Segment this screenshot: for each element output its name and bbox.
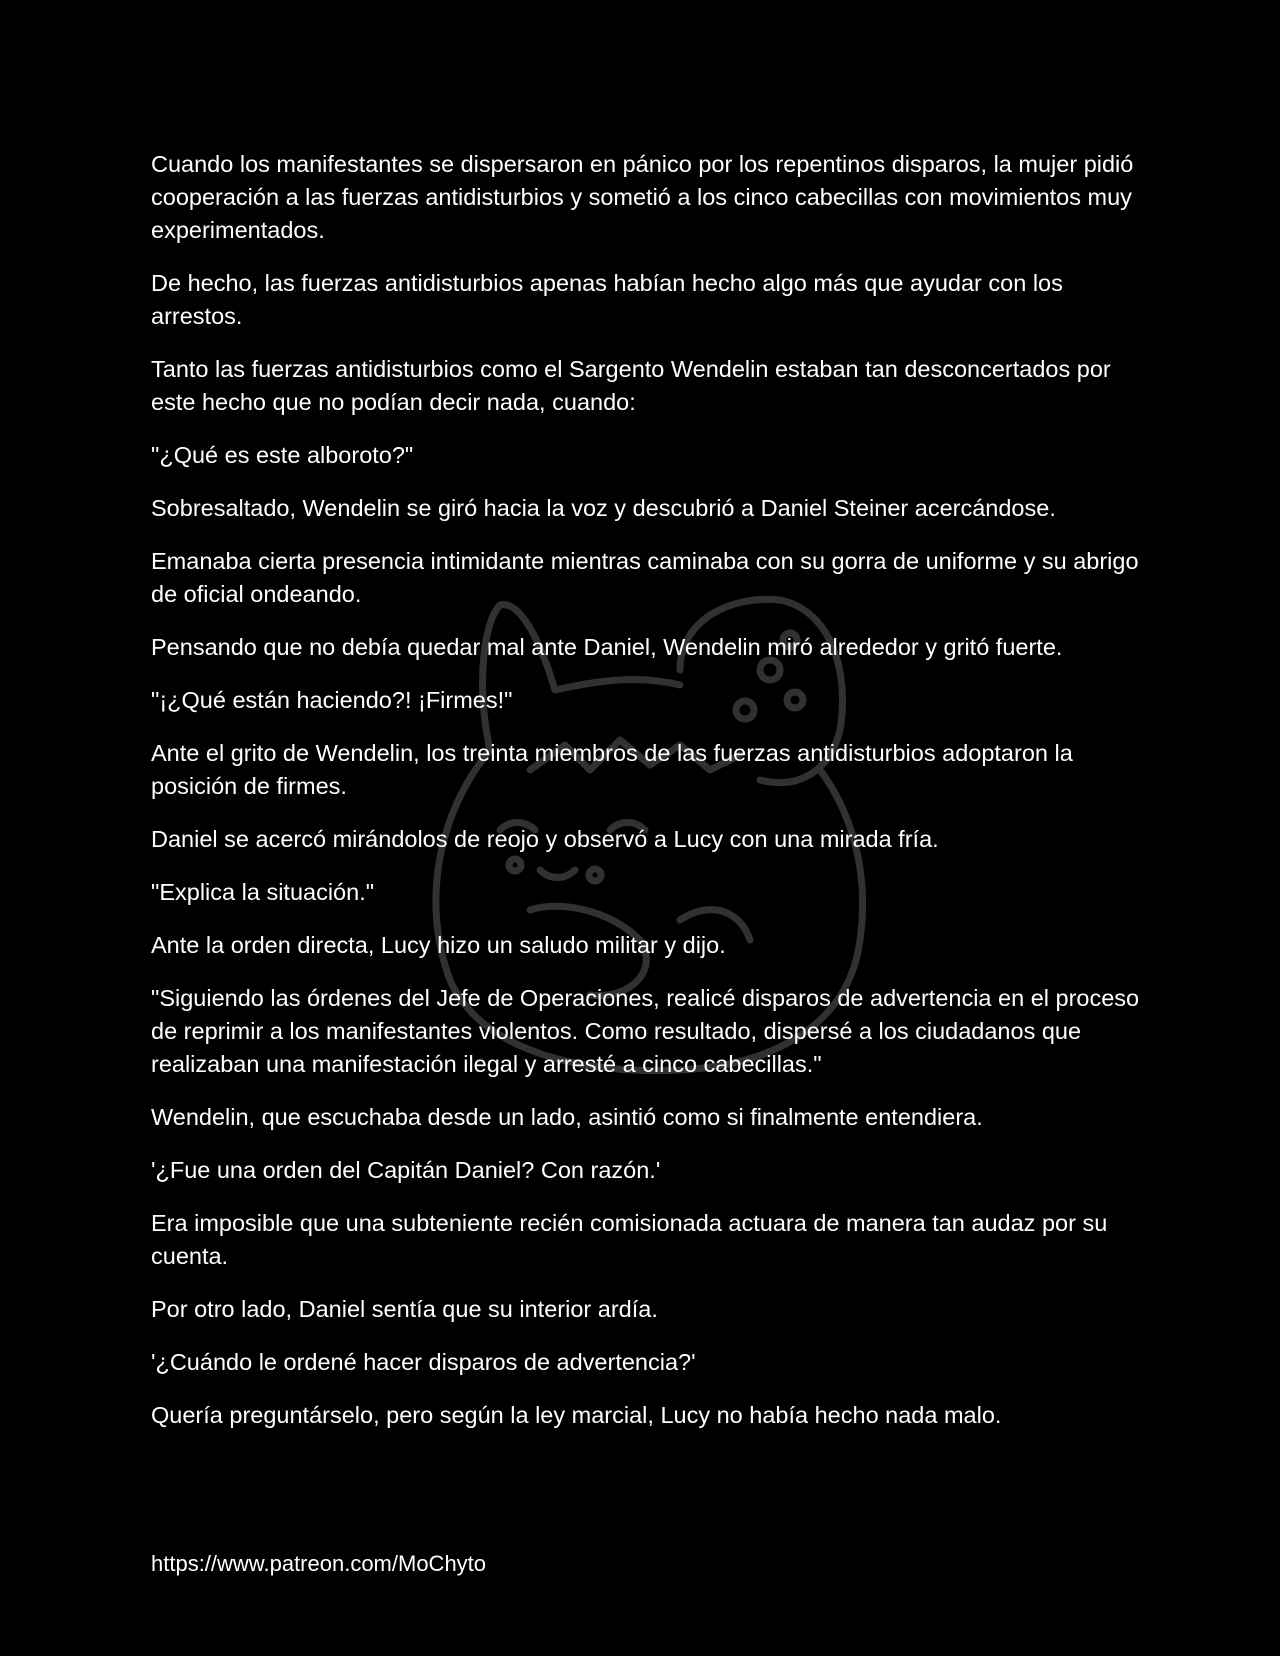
paragraph: Daniel se acercó mirándolos de reojo y observó a Lucy con una mirada fría. [151, 826, 939, 852]
paragraph: '¿Fue una orden del Capitán Daniel? Con razón.' [151, 1157, 661, 1183]
paragraph: De hecho, las fuerzas antidisturbios apenas habían hecho algo más que ayudar con los arrestos. [151, 270, 1063, 329]
paragraph: "¡¿Qué están haciendo?! ¡Firmes!" [151, 687, 513, 713]
paragraph: Quería preguntárselo, pero según la ley marcial, Lucy no había hecho nada malo. [151, 1402, 1002, 1428]
paragraph: "¿Qué es este alboroto?" [151, 442, 414, 468]
paragraph: Wendelin, que escuchaba desde un lado, asintió como si finalmente entendiera. [151, 1104, 983, 1130]
patreon-link[interactable]: https://www.patreon.com/MoChyto [151, 1551, 487, 1576]
paragraph: Tanto las fuerzas antidisturbios como el Sargento Wendelin estaban tan desconcertados por este hecho que no podían decir nada, cuando: [151, 356, 1111, 415]
paragraph: Por otro lado, Daniel sentía que su interior ardía. [151, 1296, 658, 1322]
paragraph: Cuando los manifestantes se dispersaron en pánico por los repentinos disparos, la mujer pidió cooperación a las fuerzas antidisturbios y sometió a los cinco cabecillas con movimientos muy experimentados. [151, 151, 1134, 243]
paragraph: Pensando que no debía quedar mal ante Daniel, Wendelin miró alrededor y gritó fuerte. [151, 634, 1063, 660]
paragraph: '¿Cuándo le ordené hacer disparos de advertencia?' [151, 1349, 696, 1375]
paragraph: "Explica la situación." [151, 879, 375, 905]
paragraph: "Siguiendo las órdenes del Jefe de Operaciones, realicé disparos de advertencia en el proceso de reprimir a los manifestantes violentos. Como resultado, dispersé a los ciudadanos que realizaban una manifestación ilegal y arresté a cinco cabecillas." [151, 985, 1140, 1077]
paragraph: Ante la orden directa, Lucy hizo un saludo militar y dijo. [151, 932, 726, 958]
paragraph: Ante el grito de Wendelin, los treinta miembros de las fuerzas antidisturbios adoptaron la posición de firmes. [151, 740, 1073, 799]
paragraph: Sobresaltado, Wendelin se giró hacia la voz y descubrió a Daniel Steiner acercándose. [151, 495, 1056, 521]
paragraph: Emanaba cierta presencia intimidante mientras caminaba con su gorra de uniforme y su abrigo de oficial ondeando. [151, 548, 1139, 607]
story-text [151, 148, 1141, 1452]
paragraph: Era imposible que una subteniente recién comisionada actuara de manera tan audaz por su cuenta. [151, 1210, 1108, 1269]
